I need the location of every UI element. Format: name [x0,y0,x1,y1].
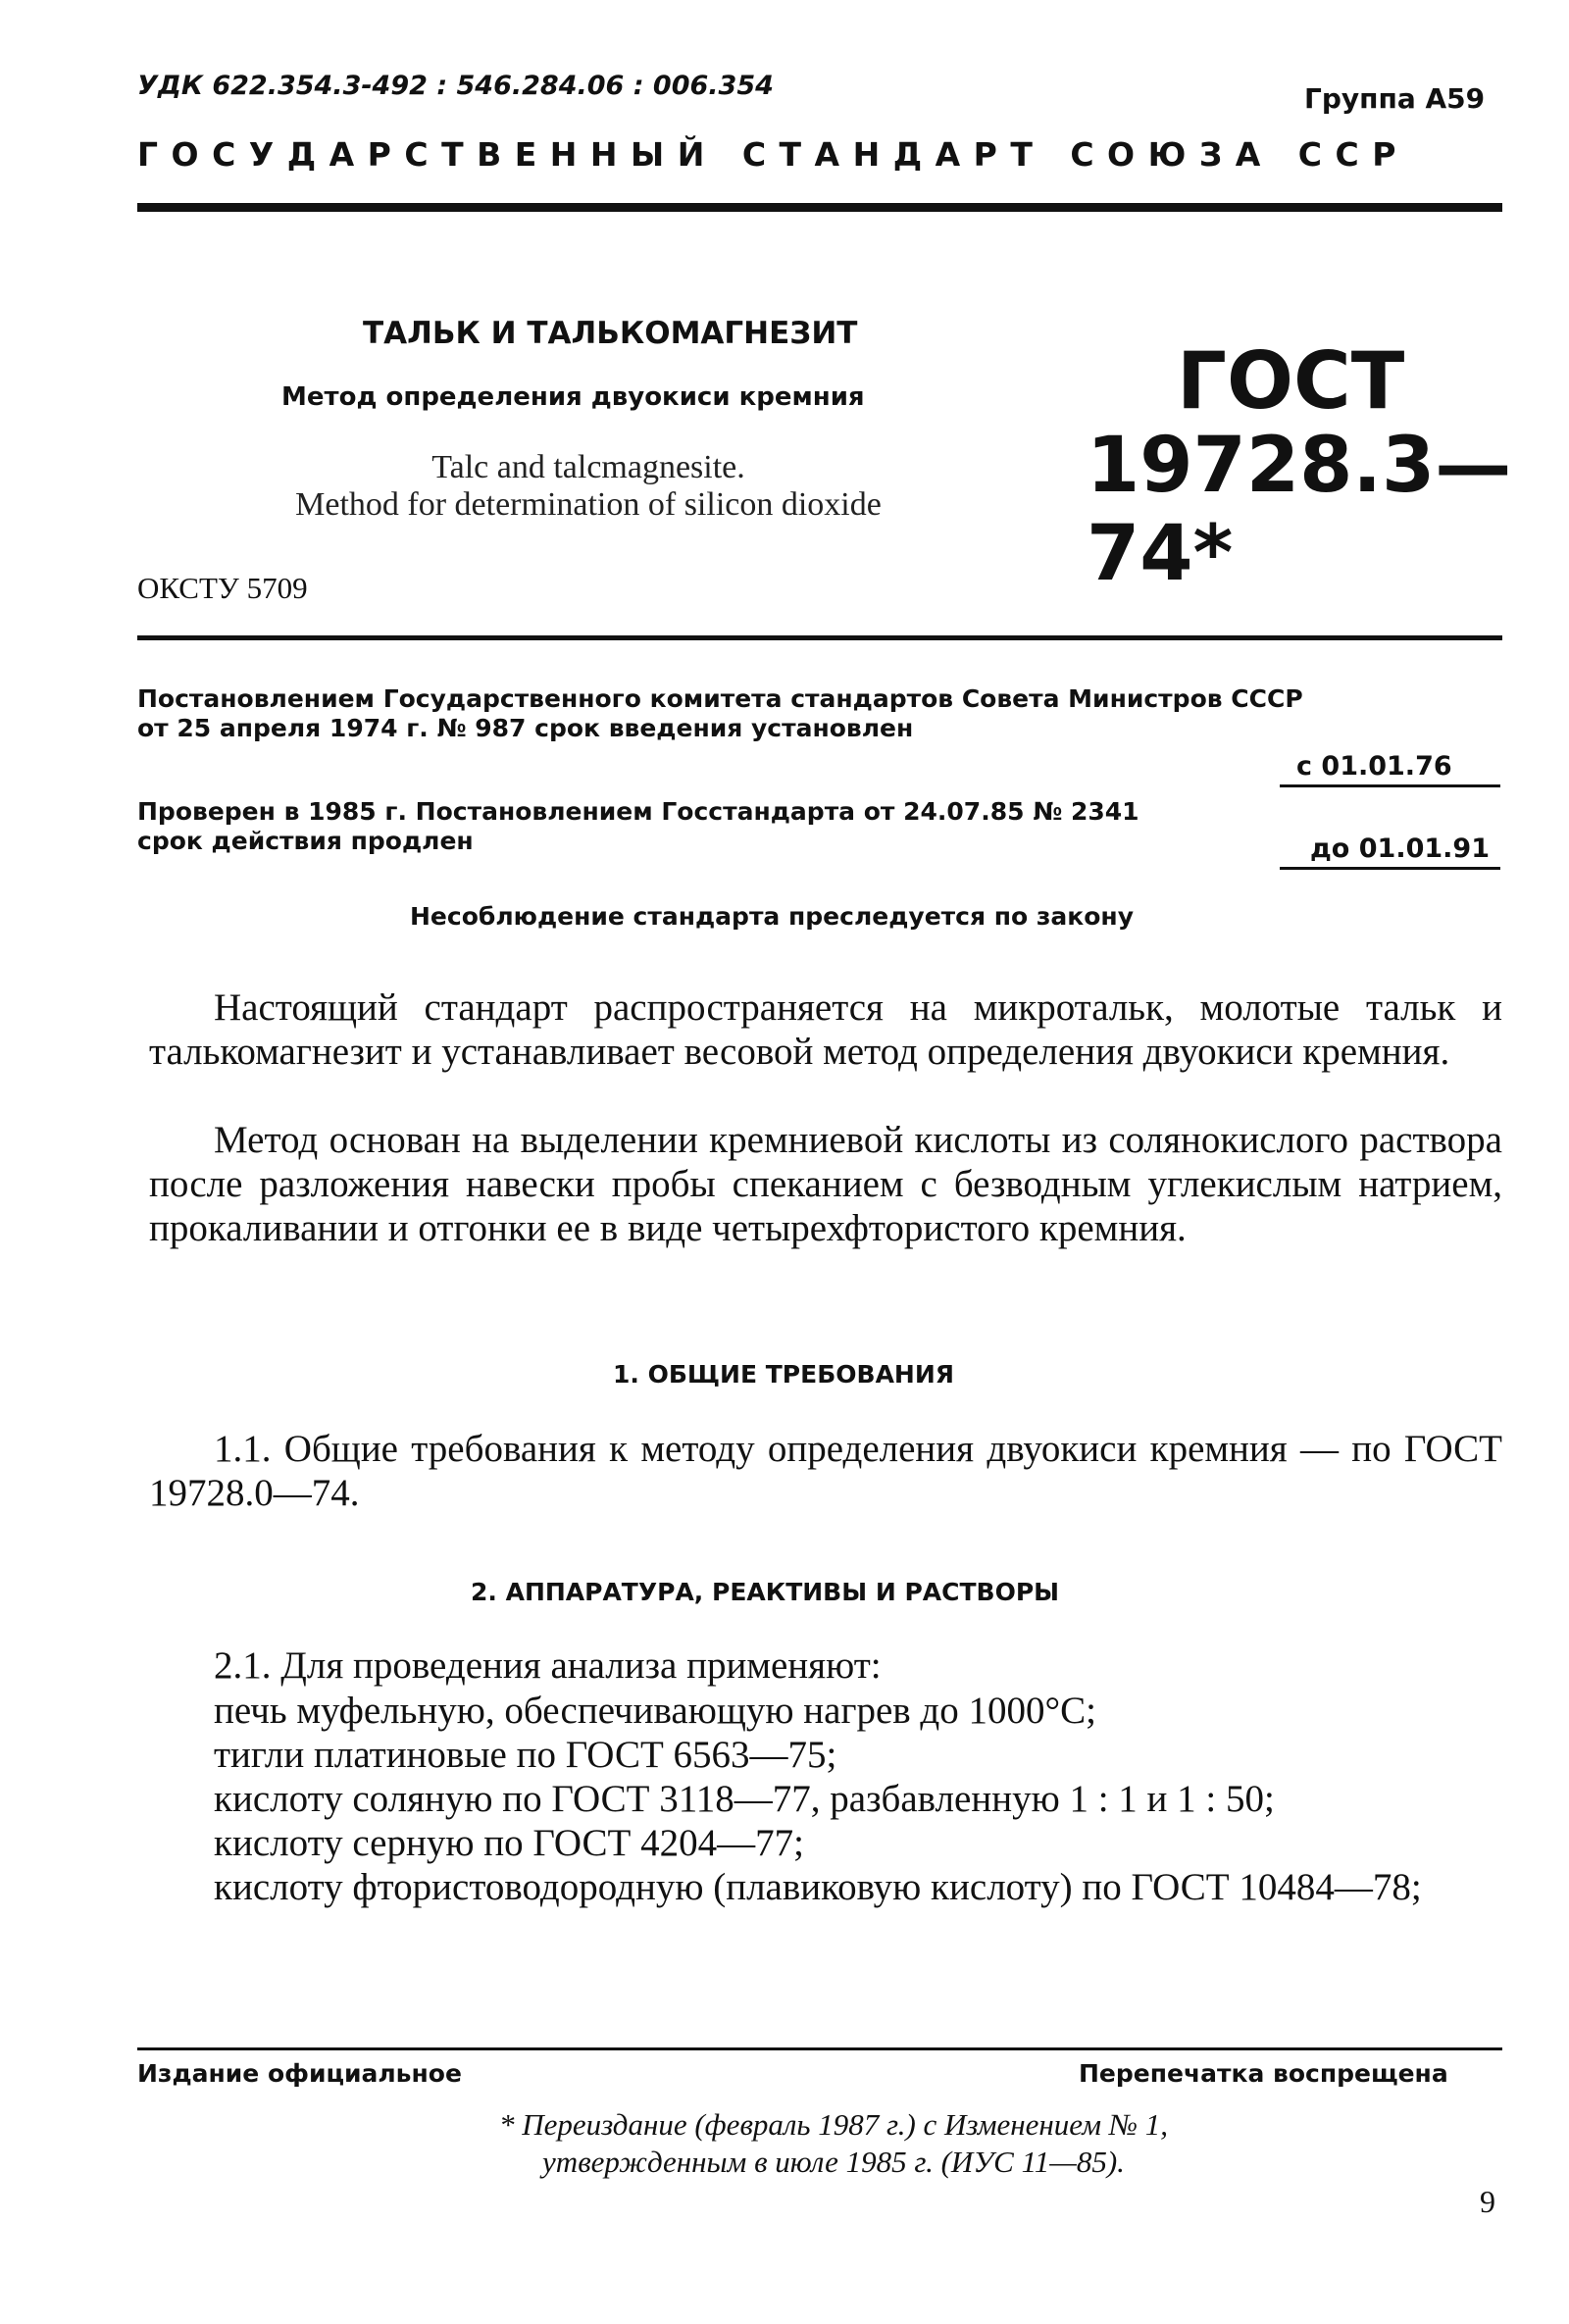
clause-1-1: 1.1. Общие требования к методу определения двуокиси кремния — по ГОСТ 19728.0—74. [149,1428,1502,1514]
apparatus-list [149,1689,1502,1909]
footnote-line: * Переиздание (февраль 1987 г.) с Изменением № 1, [498,2107,1169,2142]
section-heading: 1. ОБЩИЕ ТРЕБОВАНИЯ [613,1360,955,1389]
review-line: срок действия продлен [137,827,474,855]
gost-number: 19728.3—74* [1087,422,1512,598]
section-heading: 2. АППАРАТУРА, РЕАКТИВЫ И РАСТВОРЫ [471,1578,1060,1606]
gost-label: ГОСТ [1177,335,1405,427]
page-number: 9 [1480,2184,1495,2219]
group-code: Группа А59 [1304,82,1486,115]
list-item: кислоту соляную по ГОСТ 3118—77, разбавленную 1 : 1 и 1 : 50; [214,1778,1275,1820]
review-line: Проверен в 1985 г. Постановлением Госстандарта от 24.07.85 № 2341 [137,797,1139,826]
footnote [392,2106,1275,2181]
date-to: до 01.01.91 [1310,834,1490,864]
english-title-line: Talc and talcmagnesite. [431,449,745,485]
date-to-underline [1280,867,1500,870]
english-title-line: Method for determination of silicon dioxide [295,486,882,523]
list-item: тигли платиновые по ГОСТ 6563—75; [214,1734,837,1776]
reprint-notice: Перепечатка воспрещена [1079,2059,1448,2088]
document-subtitle: Метод определения двуокиси кремния [281,382,865,412]
footnote-line: утвержденным в июле 1985 г. (ИУС 11—85). [542,2145,1125,2179]
scope-paragraph: Настоящий стандарт распространяется на микротальк, молотые тальк и талькомагнезит и устанавливает весовой метод определения двуокиси кремния. [149,986,1502,1073]
edition-label: Издание официальное [137,2059,462,2088]
list-item: кислоту фтористоводородную (плавиковую кислоту) по ГОСТ 10484—78; [214,1866,1422,1908]
list-item: кислоту серную по ГОСТ 4204—77; [214,1822,804,1864]
oksty-code: ОКСТУ 5709 [137,571,308,605]
english-title [196,449,981,524]
date-from: с 01.01.76 [1296,751,1452,782]
title-rule [137,635,1502,640]
document-title: ТАЛЬК И ТАЛЬКОМАГНЕЗИТ [363,316,858,351]
decree-line: от 25 апреля 1974 г. № 987 срок введения установлен [137,714,914,742]
header-rule [137,203,1502,212]
date-from-underline [1280,784,1500,787]
list-item: печь муфельную, обеспечивающую нагрев до 1000°С; [214,1690,1096,1732]
review-text [137,797,1139,856]
legal-warning: Несоблюдение стандарта преследуется по закону [410,902,1134,931]
footer-rule [137,2047,1502,2050]
method-paragraph: Метод основан на выделении кремниевой кислоты из солянокислого раствора после разложения навески пробы спеканием с безводным углекислым натрием, прокаливании и отгонки ее в виде четырехфтористого кремния. [149,1119,1502,1249]
decree-text [137,684,1303,743]
state-standard-header: ГОСУДАРСТВЕННЫЙ СТАНДАРТ СОЮЗА ССР [137,135,1409,174]
decree-line: Постановлением Государственного комитета стандартов Совета Министров СССР [137,684,1303,713]
clause-2-1: 2.1. Для проведения анализа применяют: [214,1644,882,1687]
udk-code: УДК 622.354.3-492 : 546.284.06 : 006.354 [137,71,774,101]
